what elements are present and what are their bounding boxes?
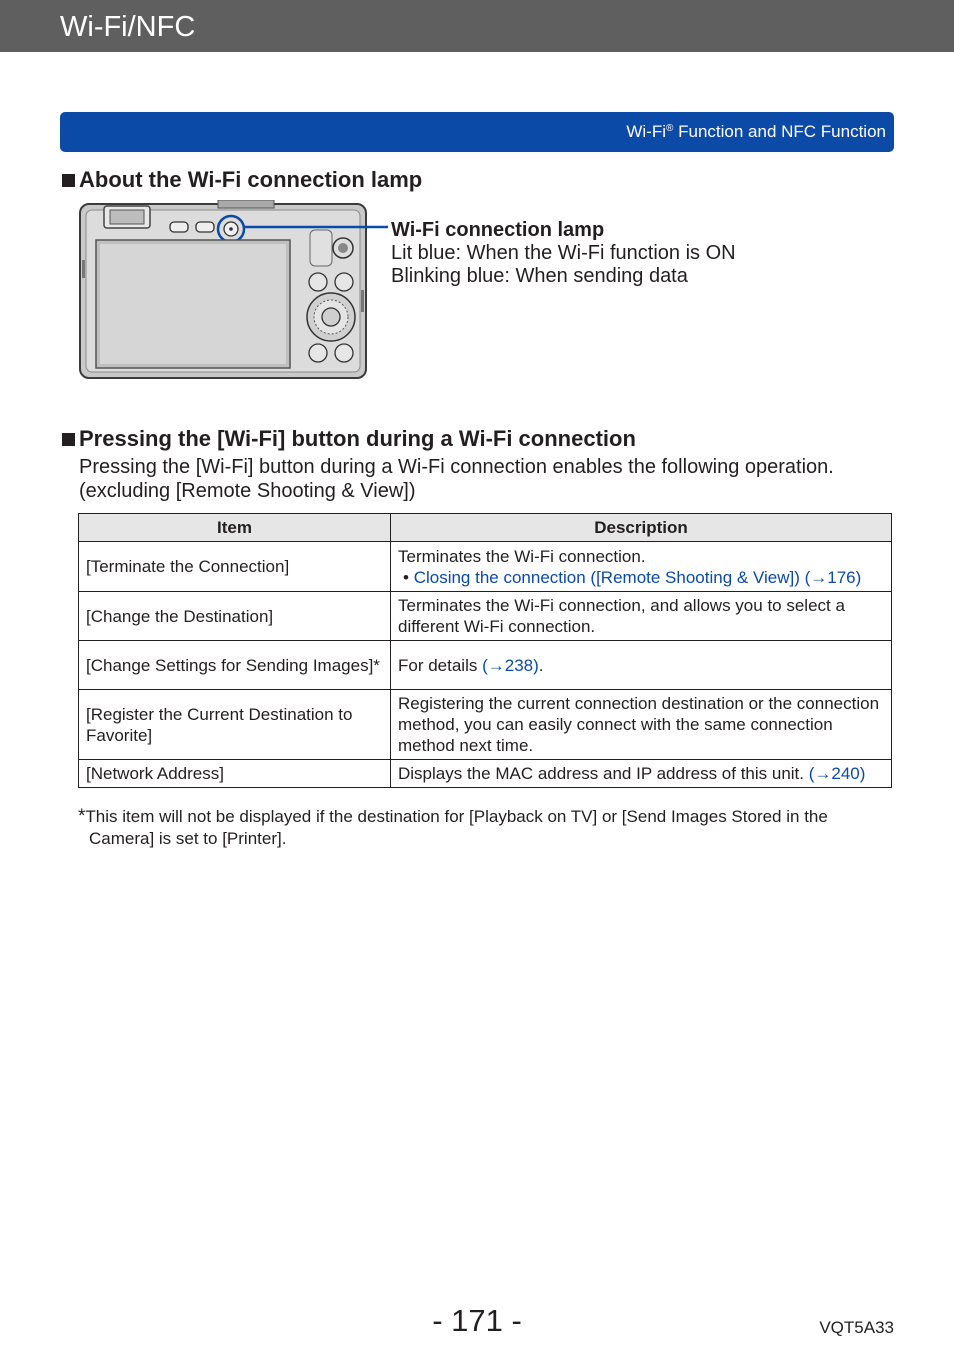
description-text: For details xyxy=(398,655,483,675)
heading-text: Pressing the [Wi-Fi] button during a Wi-Fi connection xyxy=(79,426,636,451)
registered-mark: ® xyxy=(666,123,674,134)
footnote-line-1: This item will not be displayed if the destination for [Playback on TV] or [Send Images Stored in the xyxy=(85,807,828,826)
chapter-title: Wi-Fi/NFC xyxy=(60,11,196,43)
heading-connection-lamp xyxy=(60,167,422,193)
bullet-mark: • xyxy=(403,567,414,587)
footnote-line-2: Camera] is set to [Printer]. xyxy=(89,829,287,848)
table-row xyxy=(79,542,892,592)
lamp-callout-lit: Lit blue: When the Wi-Fi function is ON xyxy=(391,242,736,264)
column-header-description: Description xyxy=(391,514,892,542)
item-cell: [Change Settings for Sending Images]* xyxy=(79,641,391,690)
heading-wifi-button xyxy=(60,426,636,452)
chapter-header-bar xyxy=(0,0,954,52)
lamp-callout-blinking: Blinking blue: When sending data xyxy=(391,265,688,287)
footnote xyxy=(78,806,898,850)
lamp-callout xyxy=(391,219,736,288)
table-row xyxy=(79,641,892,690)
square-bullet-icon xyxy=(62,433,75,446)
square-bullet-icon xyxy=(62,174,75,187)
item-cell: [Network Address] xyxy=(79,760,391,788)
description-cell: Terminates the Wi-Fi connection, and allows you to select a different Wi-Fi connection. xyxy=(391,592,892,641)
description-suffix: . xyxy=(538,655,544,675)
document-code: VQT5A33 xyxy=(819,1318,894,1337)
table-header-row xyxy=(79,514,892,542)
link-page-240[interactable]: (→240) xyxy=(808,764,866,783)
section-title xyxy=(626,122,886,142)
page-number: - 171 - xyxy=(432,1303,522,1338)
description-text: Terminates the Wi-Fi connection. xyxy=(398,546,646,566)
footnote-mark: * xyxy=(78,806,86,827)
section-title-suffix: Function and NFC Function xyxy=(673,122,886,141)
operations-table xyxy=(78,513,892,788)
intro-paragraph xyxy=(79,455,834,503)
column-header-item: Item xyxy=(79,514,391,542)
table-row xyxy=(79,690,892,760)
heading-text: About the Wi-Fi connection lamp xyxy=(79,167,423,192)
intro-line-2: (excluding [Remote Shooting & View]) xyxy=(79,480,416,502)
section-title-text: Wi-Fi xyxy=(626,122,667,141)
intro-line-1: Pressing the [Wi-Fi] button during a Wi-Fi connection enables the following operation. xyxy=(79,456,834,478)
table-row xyxy=(79,592,892,641)
description-text: Displays the MAC address and IP address of this unit. xyxy=(398,764,809,783)
lamp-callout-title: Wi-Fi connection lamp xyxy=(391,219,605,241)
description-cell: Registering the current connection destination or the connection method, you can easily connect with the same connection method next time. xyxy=(391,690,892,760)
table-row xyxy=(79,760,892,788)
camera-back-illustration xyxy=(78,200,390,382)
description-cell xyxy=(391,760,892,788)
description-cell xyxy=(391,641,892,690)
item-cell: [Terminate the Connection] xyxy=(79,542,391,592)
link-closing-connection[interactable]: Closing the connection ([Remote Shooting & View]) (→176) xyxy=(413,567,862,587)
link-page-238[interactable]: (→238) xyxy=(482,655,539,675)
item-cell: [Register the Current Destination to Favorite] xyxy=(79,690,391,760)
description-cell xyxy=(391,542,892,592)
bullet-item xyxy=(398,567,884,588)
item-cell: [Change the Destination] xyxy=(79,592,391,641)
section-title-bar xyxy=(60,112,894,152)
